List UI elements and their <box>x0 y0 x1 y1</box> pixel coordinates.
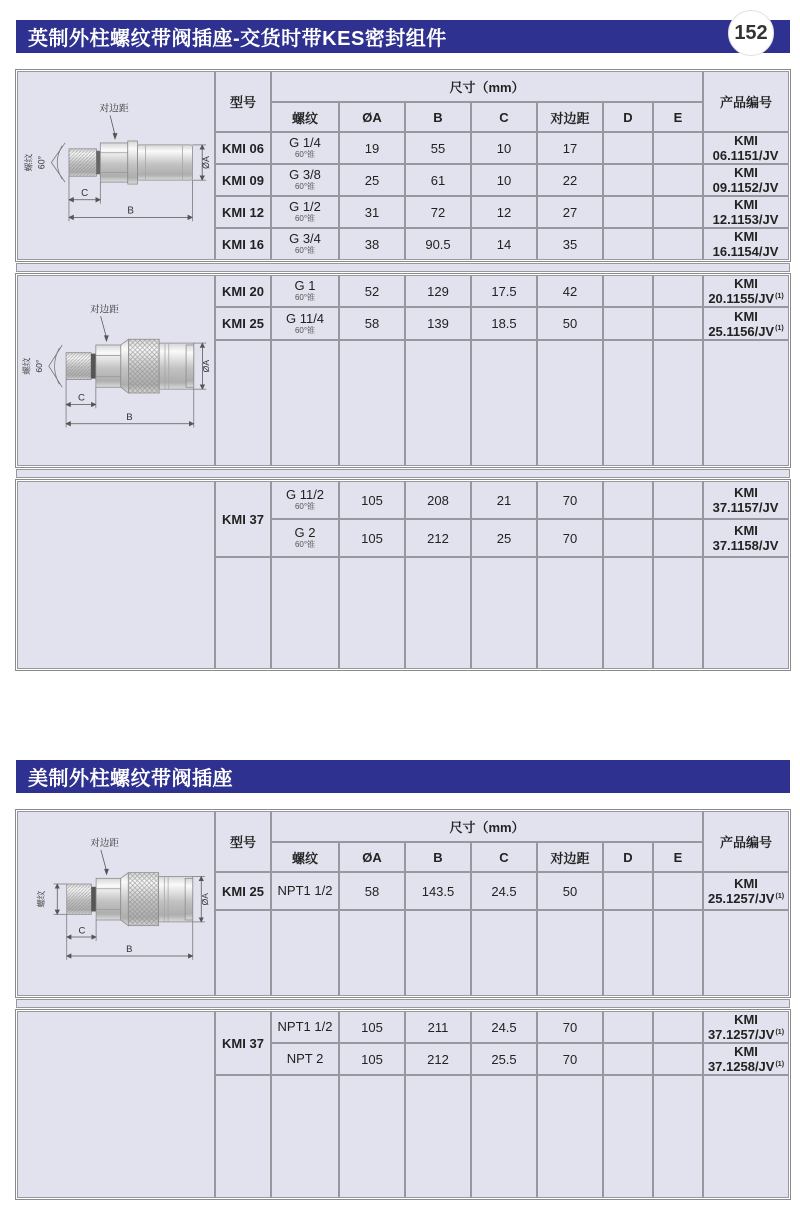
empty-cell <box>538 558 602 668</box>
flats-cell: 50 <box>538 308 602 338</box>
flats-cell: 50 <box>538 873 602 909</box>
model-cell: KMI 16 <box>216 229 270 259</box>
header-dimensions: 尺寸（mm） <box>272 812 702 841</box>
empty-cell <box>340 911 404 995</box>
product-cell <box>704 165 788 195</box>
d-cell <box>604 1012 652 1042</box>
header-dia-a: ØA <box>340 843 404 871</box>
dia-a-cell: 58 <box>340 308 404 338</box>
thread-note: 60°锥 <box>294 502 316 512</box>
section2-title: 美制外柱螺纹带阀插座 <box>28 768 233 790</box>
header-flats: 对边距 <box>538 103 602 131</box>
model-cell: KMI 25 <box>216 873 270 909</box>
spec-table-npt-1 <box>16 810 790 997</box>
b-cell: 55 <box>406 133 470 163</box>
e-cell <box>654 1012 702 1042</box>
flats-cell: 70 <box>538 482 602 518</box>
empty-cell <box>704 341 788 465</box>
c-cell: 17.5 <box>472 276 536 306</box>
o-ring <box>91 887 96 912</box>
model-cell: KMI 09 <box>216 165 270 195</box>
dia-a-cell: 52 <box>340 276 404 306</box>
product-code: KMI 37.1158/JV <box>712 523 779 553</box>
d-cell <box>604 1044 652 1074</box>
cone-annotation <box>49 345 62 387</box>
model-cell: KMI 06 <box>216 133 270 163</box>
e-cell <box>654 133 702 163</box>
thread-angle-label: 60° <box>34 359 45 373</box>
product-cell <box>704 1044 788 1074</box>
flats-cell: 35 <box>538 229 602 259</box>
spec-table-imperial-3 <box>16 480 790 670</box>
thread-cell <box>272 276 338 306</box>
b-cell: 208 <box>406 482 470 518</box>
header-model: 型号 <box>216 72 270 131</box>
empty-cell <box>340 558 404 668</box>
section2-title-bar <box>16 760 790 793</box>
e-cell <box>654 276 702 306</box>
header-e: E <box>654 103 702 131</box>
e-cell <box>654 197 702 227</box>
dia-a-cell: 58 <box>340 873 404 909</box>
footnote-mark: (1) <box>775 1060 785 1068</box>
header-e: E <box>654 843 702 871</box>
thread-size: G 1/4 <box>289 135 321 151</box>
e-cell <box>654 1044 702 1074</box>
c-cell: 10 <box>472 165 536 195</box>
product-code: KMI 25.1257/JV <box>707 876 775 906</box>
footnote-mark: (1) <box>775 292 784 300</box>
empty-cell <box>216 911 270 995</box>
diagram-cell-empty <box>18 1012 214 1197</box>
product-cell <box>704 308 788 338</box>
header-thread: 螺纹 <box>272 843 338 871</box>
b-cell: 139 <box>406 308 470 338</box>
d-cell <box>604 133 652 163</box>
d-cell <box>604 482 652 518</box>
page-number-badge <box>728 10 774 56</box>
hex-nut <box>96 878 121 920</box>
e-cell <box>654 308 702 338</box>
header-dimensions: 尺寸（mm） <box>272 72 702 101</box>
thread-cell <box>272 1012 338 1042</box>
header-dia-a: ØA <box>340 103 404 131</box>
thread-size: G 11/2 <box>285 487 325 503</box>
dia-a-label: ØA <box>201 359 212 373</box>
b-cell: 143.5 <box>406 873 470 909</box>
product-cell <box>704 873 788 909</box>
product-cell <box>704 197 788 227</box>
block-separator <box>17 1000 789 1007</box>
flats-cell: 22 <box>538 165 602 195</box>
e-cell <box>654 873 702 909</box>
d-cell <box>604 165 652 195</box>
thread-size: G 11/4 <box>285 310 325 326</box>
dim-b-label: B <box>126 944 133 956</box>
thread-size: G 3/8 <box>289 167 321 183</box>
header-d: D <box>604 843 652 871</box>
header-thread: 螺纹 <box>272 103 338 131</box>
c-cell: 12 <box>472 197 536 227</box>
thread-note: 60°锥 <box>294 182 316 192</box>
coupler-diagram-socket <box>20 276 212 462</box>
thread-size: G 1/2 <box>289 199 321 215</box>
dia-a-cell: 19 <box>340 133 404 163</box>
empty-cell <box>472 558 536 668</box>
c-cell: 24.5 <box>472 1012 536 1042</box>
header-product: 产品编号 <box>704 72 788 131</box>
empty-cell <box>272 341 338 465</box>
empty-cell <box>704 911 788 995</box>
product-cell <box>704 1012 788 1042</box>
c-cell: 10 <box>472 133 536 163</box>
thread-note: 60°锥 <box>294 246 316 256</box>
b-cell: 90.5 <box>406 229 470 259</box>
flats-label: 对边距 <box>99 103 129 115</box>
d-cell <box>604 520 652 556</box>
empty-cell <box>406 341 470 465</box>
model-cell: KMI 20 <box>216 276 270 306</box>
empty-cell <box>340 341 404 465</box>
empty-cell <box>216 341 270 465</box>
cone-annotation <box>51 143 65 182</box>
thread-note: 60°锥 <box>294 293 316 303</box>
diagram-cell <box>18 276 214 465</box>
diagram-cell <box>18 72 214 259</box>
section-npt-sockets <box>16 760 790 1199</box>
e-cell <box>654 229 702 259</box>
coupler-body <box>138 145 193 180</box>
product-code: KMI 37.1257/JV <box>707 1012 775 1042</box>
thread-size: NPT 2 <box>286 1050 324 1066</box>
d-cell <box>604 308 652 338</box>
empty-cell <box>654 911 702 995</box>
thread-label: 螺纹 <box>36 890 47 908</box>
product-cell <box>704 482 788 518</box>
footnote-mark: (1) <box>775 892 785 900</box>
thread-cell <box>272 133 338 163</box>
dim-b-label: B <box>126 411 133 423</box>
flats-cell: 42 <box>538 276 602 306</box>
o-ring <box>91 354 96 379</box>
d-cell <box>604 197 652 227</box>
dim-c-label: C <box>78 925 86 937</box>
thread-note: 60°锥 <box>294 214 316 224</box>
header-b: B <box>406 843 470 871</box>
model-cell: KMI 37 <box>216 482 270 556</box>
thread-note: 60°锥 <box>294 540 316 550</box>
dia-a-cell: 105 <box>340 482 404 518</box>
header-b: B <box>406 103 470 131</box>
thread-size: G 2 <box>294 525 316 541</box>
flats-cell: 70 <box>538 520 602 556</box>
empty-cell <box>654 1076 702 1197</box>
c-cell: 25 <box>472 520 536 556</box>
c-cell: 21 <box>472 482 536 518</box>
c-cell: 18.5 <box>472 308 536 338</box>
header-flats: 对边距 <box>538 843 602 871</box>
empty-cell <box>654 341 702 465</box>
product-code: KMI 25.1156/JV <box>708 308 775 339</box>
section1-title-bar <box>16 20 790 53</box>
thread-cell <box>272 873 338 909</box>
b-cell: 212 <box>406 1044 470 1074</box>
dia-a-cell: 25 <box>340 165 404 195</box>
product-code: KMI 37.1258/JV <box>707 1044 775 1074</box>
block-separator <box>17 264 789 271</box>
empty-cell <box>472 911 536 995</box>
flats-cell: 17 <box>538 133 602 163</box>
empty-cell <box>216 558 270 668</box>
spec-table-npt-2 <box>16 1010 790 1199</box>
section1-title: 英制外柱螺纹带阀插座-交货时带KES密封组件 <box>28 28 447 50</box>
empty-cell <box>406 911 470 995</box>
dim-b-label: B <box>127 205 134 217</box>
empty-cell <box>538 1076 602 1197</box>
thread-cell <box>272 165 338 195</box>
thread-note: 60°锥 <box>294 325 316 335</box>
flats-label: 对边距 <box>90 304 119 316</box>
flats-label: 对边距 <box>90 838 119 850</box>
table-row <box>18 1012 788 1042</box>
dim-c-label: C <box>81 187 89 199</box>
empty-cell <box>704 558 788 668</box>
model-cell: KMI 25 <box>216 308 270 338</box>
thread-cell <box>272 482 338 518</box>
dia-a-cell: 31 <box>340 197 404 227</box>
b-cell: 129 <box>406 276 470 306</box>
empty-cell <box>472 1076 536 1197</box>
e-cell <box>654 482 702 518</box>
d-cell <box>604 229 652 259</box>
product-cell <box>704 133 788 163</box>
product-code: KMI 20.1155/JV <box>708 276 775 307</box>
product-code: KMI 12.1153/JV <box>712 197 779 227</box>
b-cell: 212 <box>406 520 470 556</box>
header-model: 型号 <box>216 812 270 871</box>
dim-c-label: C <box>77 392 85 404</box>
empty-cell <box>604 1076 652 1197</box>
thread-size: G 1 <box>294 278 316 294</box>
thread-angle-label: 60° <box>36 155 47 170</box>
header-d: D <box>604 103 652 131</box>
empty-cell <box>406 558 470 668</box>
empty-cell <box>538 911 602 995</box>
page-number: 152 <box>734 21 768 44</box>
empty-cell <box>272 1076 338 1197</box>
thread-cell <box>272 197 338 227</box>
model-cell: KMI 12 <box>216 197 270 227</box>
empty-cell <box>216 1076 270 1197</box>
d-cell <box>604 276 652 306</box>
product-code: KMI 16.1154/JV <box>712 229 779 259</box>
dia-a-cell: 105 <box>340 1012 404 1042</box>
diagram-cell <box>18 812 214 995</box>
dia-a-label: ØA <box>199 893 210 906</box>
empty-cell <box>340 1076 404 1197</box>
product-cell <box>704 520 788 556</box>
b-cell: 72 <box>406 197 470 227</box>
thread-note: 60°锥 <box>294 150 316 160</box>
e-cell <box>654 165 702 195</box>
header-c: C <box>472 103 536 131</box>
b-cell: 211 <box>406 1012 470 1042</box>
dia-a-cell: 105 <box>340 520 404 556</box>
flats-cell: 70 <box>538 1012 602 1042</box>
thread-size: NPT1 1/2 <box>277 882 333 898</box>
o-ring <box>96 151 100 175</box>
footnote-mark: (1) <box>775 325 784 333</box>
empty-cell <box>704 1076 788 1197</box>
product-cell <box>704 276 788 306</box>
section-imperial-sockets <box>16 20 790 670</box>
thread-cell <box>272 308 338 338</box>
product-code: KMI 37.1157/JV <box>712 485 779 515</box>
thread-size: G 3/4 <box>289 231 321 247</box>
empty-cell <box>604 911 652 995</box>
d-cell <box>604 873 652 909</box>
empty-cell <box>604 341 652 465</box>
empty-cell <box>472 341 536 465</box>
model-cell: KMI 37 <box>216 1012 270 1074</box>
thread-label: 螺纹 <box>23 153 34 172</box>
thread-cell <box>272 520 338 556</box>
empty-cell <box>272 911 338 995</box>
hex-nut <box>96 345 121 387</box>
header-c: C <box>472 843 536 871</box>
product-code: KMI 06.1151/JV <box>712 133 779 163</box>
table-row <box>18 482 788 518</box>
flats-cell: 27 <box>538 197 602 227</box>
c-cell: 24.5 <box>472 873 536 909</box>
empty-cell <box>406 1076 470 1197</box>
thread-label: 螺纹 <box>21 357 32 375</box>
flats-cell: 70 <box>538 1044 602 1074</box>
dia-a-cell: 38 <box>340 229 404 259</box>
coupler-diagram-socket-npt <box>20 812 212 992</box>
footnote-mark: (1) <box>775 1028 785 1036</box>
coupler-diagram-male-plug <box>20 74 212 254</box>
c-cell: 25.5 <box>472 1044 536 1074</box>
product-cell <box>704 229 788 259</box>
dia-a-cell: 105 <box>340 1044 404 1074</box>
thread-cell <box>272 1044 338 1074</box>
dia-a-label: ØA <box>201 156 212 169</box>
empty-cell <box>654 558 702 668</box>
block-separator <box>17 470 789 477</box>
b-cell: 61 <box>406 165 470 195</box>
table-row <box>18 276 788 306</box>
diagram-cell-empty <box>18 482 214 668</box>
spec-table-imperial-1 <box>16 70 790 261</box>
product-code: KMI 09.1152/JV <box>712 165 779 195</box>
e-cell <box>654 520 702 556</box>
thread-size: NPT1 1/2 <box>277 1018 333 1034</box>
empty-cell <box>538 341 602 465</box>
c-cell: 14 <box>472 229 536 259</box>
thread-cell <box>272 229 338 259</box>
spec-table-imperial-2 <box>16 274 790 467</box>
empty-cell <box>272 558 338 668</box>
hex-nut <box>100 143 127 182</box>
header-product: 产品编号 <box>704 812 788 871</box>
empty-cell <box>604 558 652 668</box>
